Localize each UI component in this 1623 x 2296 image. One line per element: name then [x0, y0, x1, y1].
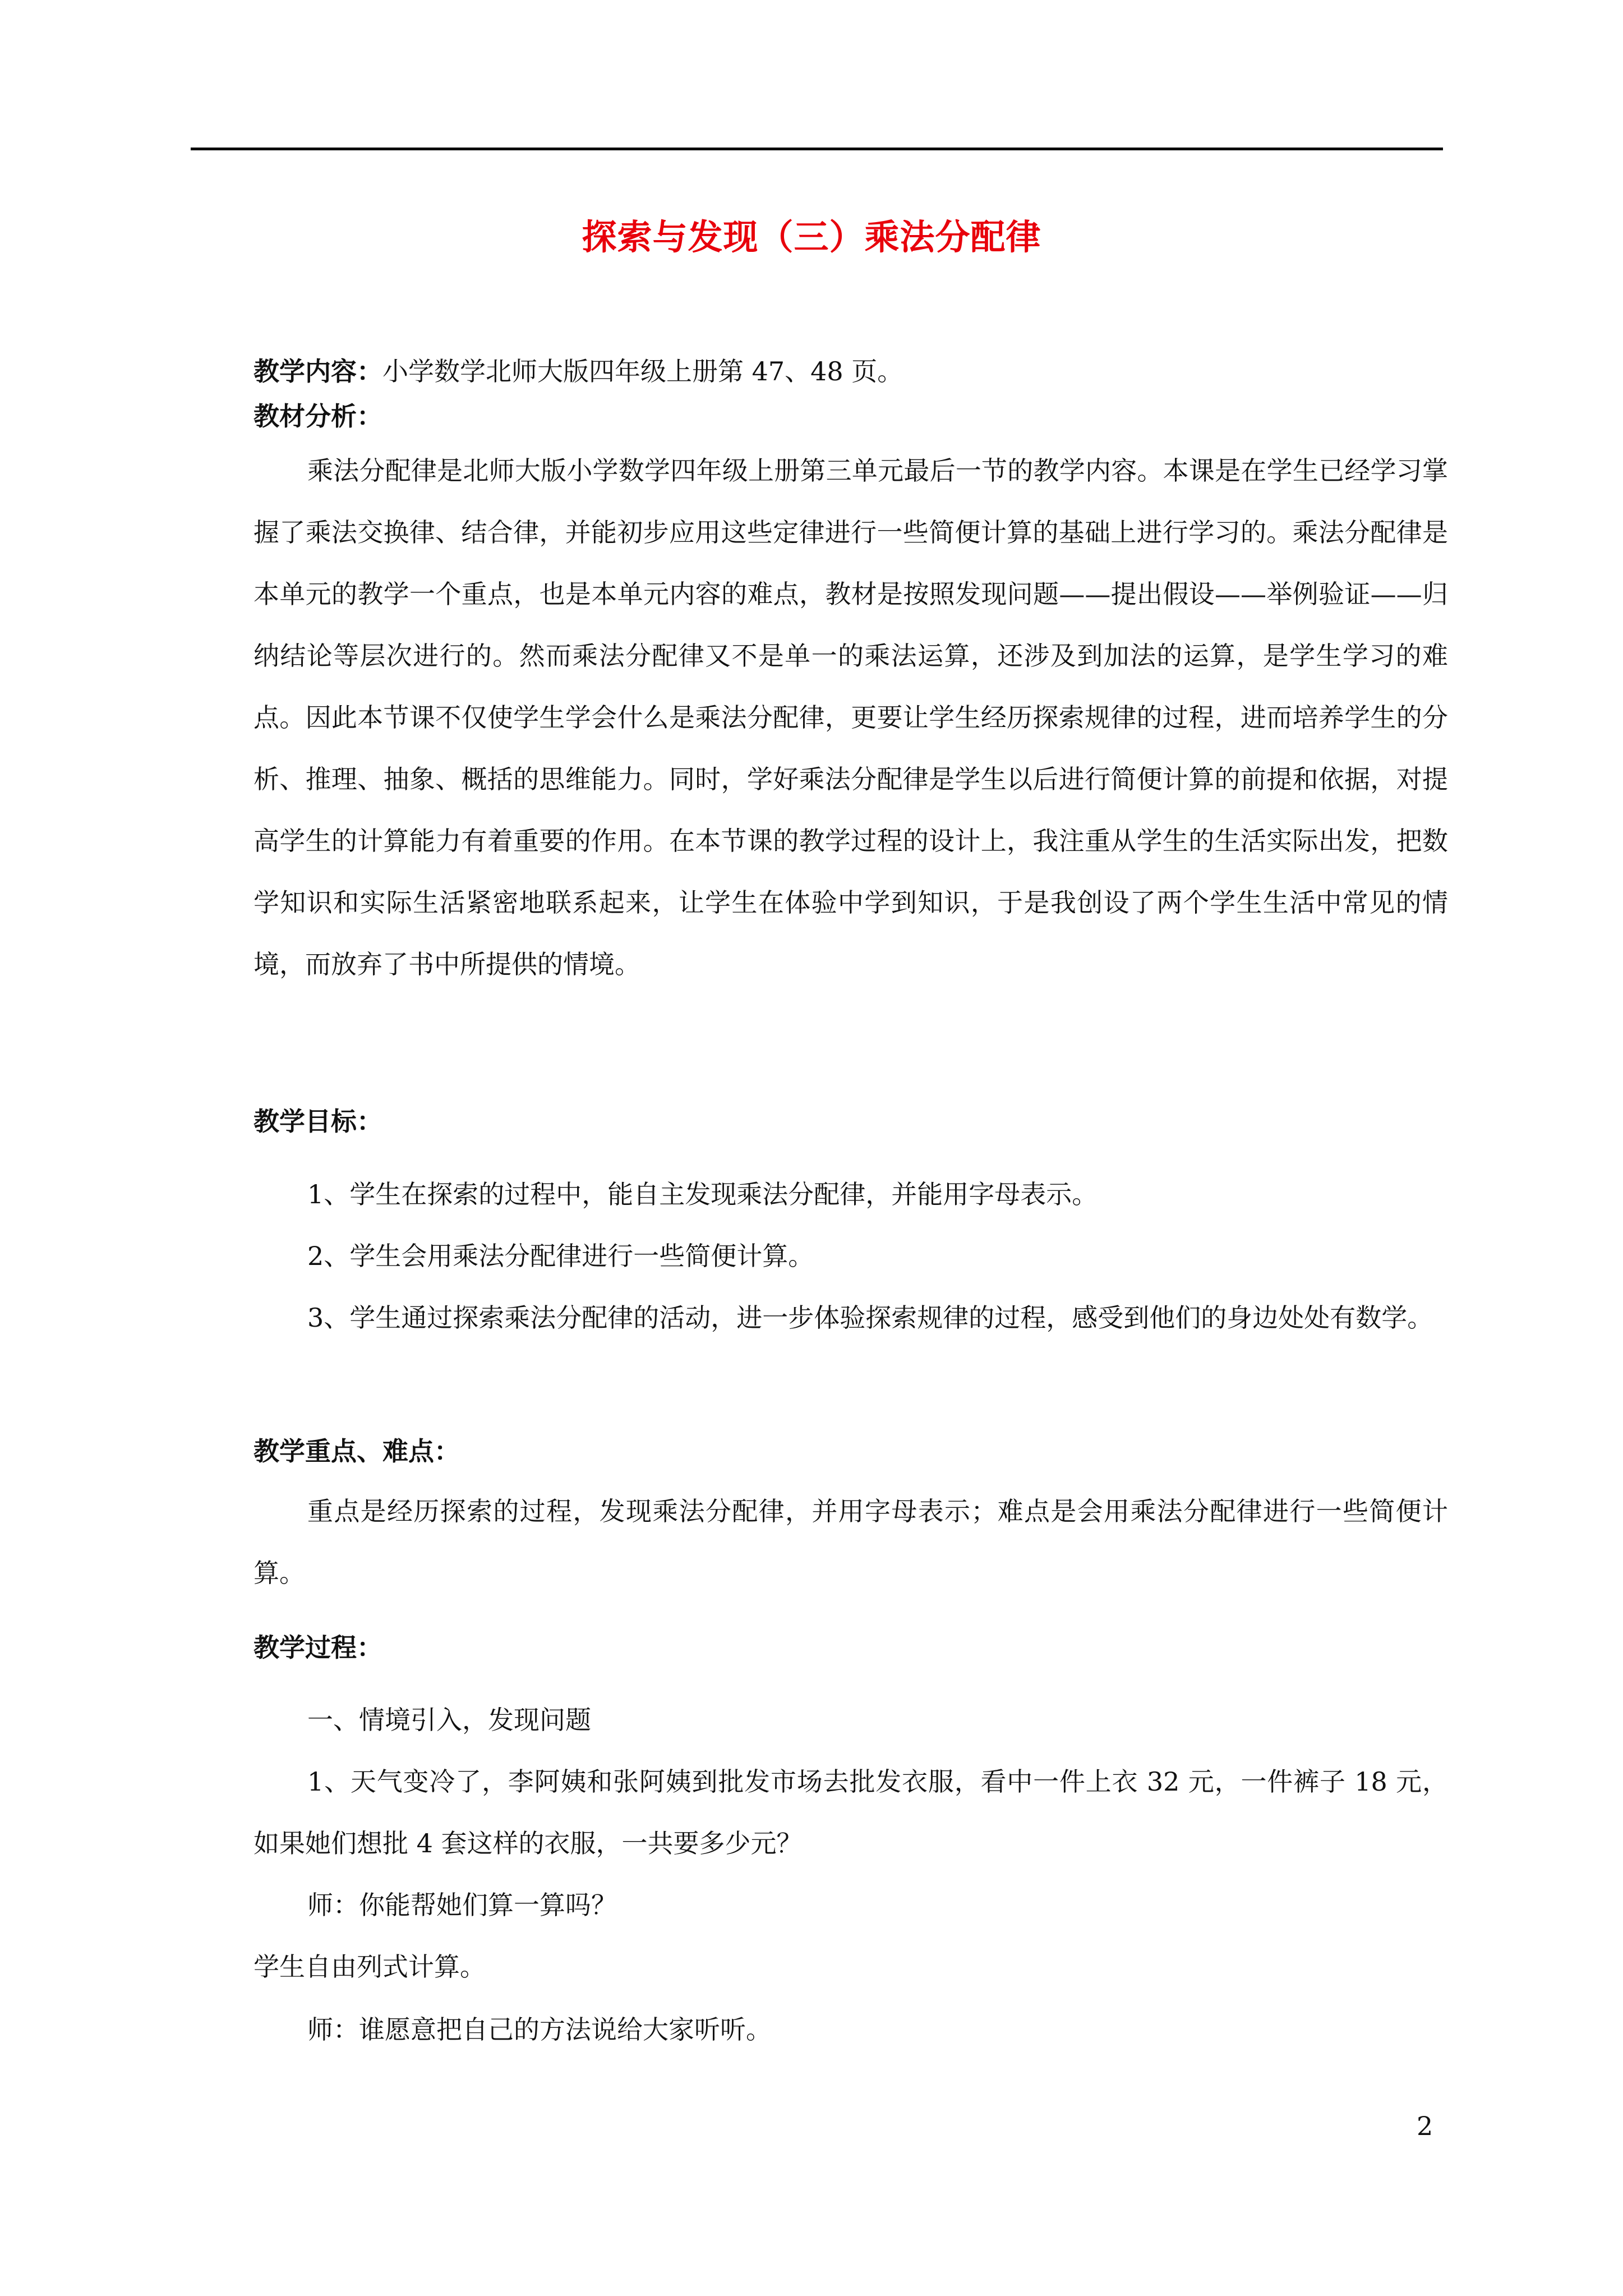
process-heading: 教学过程： — [253, 1632, 382, 1663]
material-analysis-paragraph: 乘法分配律是北师大版小学数学四年级上册第三单元最后一节的教学内容。本课是在学生已经学习掌握了乘法交换律、结合律，并能初步应用这些定律进行一些简便计算的基础上进行学习的。乘法分配律是本单元的教学一个重点，也是本单元内容的难点，教材是按照发现问题——提出假设——举例验证——归纳结论等层次进行的。然而乘法分配律又不是单一的乘法运算，还涉及到加法的运算，是学生学习的难点。因此本节课不仅使学生学会什么是乘法分配律，更要让学生经历探索规律的过程，进而培养学生的分析、推理、抽象、概括的思维能力。同时，学好乘法分配律是学生以后进行简便计算的前提和依据，对提高学生的计算能力有着重要的作用。在本节课的教学过程的设计上，我注重从学生的生活实际出发，把数学知识和实际生活紧密地联系起来，让学生在体验中学到知识，于是我创设了两个学生生活中常见的情境，而放弃了书中所提供的情境。 — [253, 455, 1448, 979]
key-points-heading: 教学重点、难点： — [253, 1436, 460, 1466]
teaching-content-label: 教学内容： — [253, 356, 382, 386]
process-problem-paragraph: 1、天气变冷了，李阿姨和张阿姨到批发市场去批发衣服，看中一件上衣 32 元，一件裤子 18 元，如果她们想批 4 套这样的衣服，一共要多少元？ — [253, 1766, 1448, 1858]
teaching-content-line — [253, 355, 903, 388]
goal-item-1: 1、学生在探索的过程中，能自主发现乘法分配律，并能用字母表示。 — [307, 1179, 1098, 1209]
teaching-content-text: 小学数学北师大版四年级上册第 47、48 页。 — [382, 356, 903, 386]
document-title: 探索与发现（三）乘法分配律 — [582, 217, 1041, 257]
page-number: 2 — [1417, 2111, 1433, 2141]
student-action-line: 学生自由列式计算。 — [253, 1952, 486, 1982]
goal-item-2: 2、学生会用乘法分配律进行一些简便计算。 — [307, 1241, 814, 1271]
teacher-question-2: 师：谁愿意把自己的方法说给大家听听。 — [307, 2014, 772, 2045]
material-analysis-heading: 教材分析： — [253, 401, 382, 431]
key-points-paragraph: 重点是经历探索的过程，发现乘法分配律，并用字母表示；难点是会用乘法分配律进行一些简便计算。 — [253, 1496, 1448, 1588]
teaching-goals-heading: 教学目标： — [253, 1106, 382, 1137]
goal-item-3: 3、学生通过探索乘法分配律的活动，进一步体验探索规律的过程，感受到他们的身边处处有数学。 — [307, 1303, 1433, 1333]
header-rule — [191, 148, 1443, 150]
teacher-question-1: 师：你能帮她们算一算吗？ — [307, 1890, 617, 1920]
process-section-heading: 一、情境引入，发现问题 — [307, 1705, 591, 1735]
